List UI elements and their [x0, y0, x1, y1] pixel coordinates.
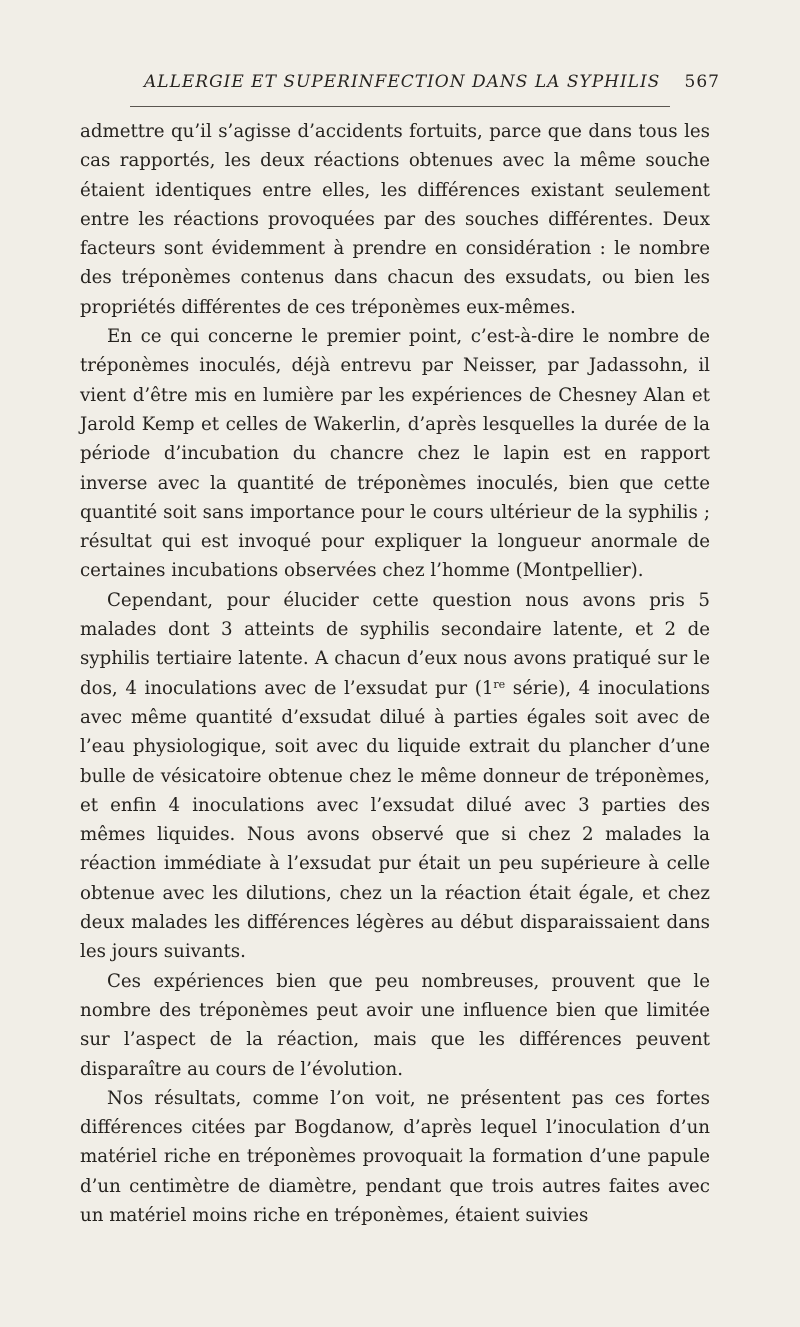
paragraph-3-part-2: série), 4 inoculations avec même quantité d’exsudat dilué à parties égales soit avec de l’eau physiologique, soit avec du liquide extrait du plancher d’une bulle de vésicatoire obtenue chez le même donneur de tréponèmes, et enfin 4 inoculations avec l’exsudat dilué avec 3 parties des mêmes liquides. Nous avons observé que si chez 2 malades la réaction immédiate à l’exsudat pur était un peu supérieure à celle obtenue avec les dilutions, chez un la réaction était égale, et chez deux malades les différences légères au début disparaissaient dans les jours suivants. — [80, 677, 710, 963]
paragraph-4: Ces expériences bien que peu nombreuses, prouvent que le nombre des tréponèmes peut avoir une influence bien que limitée sur l’aspect de la réaction, mais que les différences peuvent disparaître au cours de l’évolution. — [80, 970, 710, 1080]
header-rule — [130, 106, 670, 107]
paragraph-3-part-1: Cependant, pour élucider cette question nous avons pris 5 malades dont 3 atteints de syphilis secondaire latente, et 2 de syphilis tertiaire latente. A chacun d’eux nous avons pratiqué sur le dos, 4 inoculations avec de l’exsudat pur (1 — [80, 589, 710, 699]
paragraph-3 — [80, 586, 710, 967]
paragraph-1: admettre qu’il s’agisse d’accidents fortuits, parce que dans tous les cas rapportés, les deux réactions obtenues avec la même souche étaient identiques entre elles, les différences existant seulement entre les réactions provoquées par des souches différentes. Deux facteurs sont évidemment à prendre en considération : le nombre des tréponèmes contenus dans chacun des exsudats, ou bien les propriétés différentes de ces tréponèmes eux-mêmes. — [80, 121, 710, 318]
running-title: ALLERGIE ET SUPERINFECTION DANS LA SYPHILIS — [144, 72, 661, 92]
paragraph-5: Nos résultats, comme l’on voit, ne présentent pas ces fortes différences citées par Bogdanow, d’après lequel l’inoculation d’un matériel riche en tréponèmes provoquait la formation d’une papule d’un centimètre de diamètre, pendant que trois autres faites avec un matériel moins riche en tréponèmes, étaient suivies — [80, 1087, 710, 1226]
body-text — [80, 117, 710, 1230]
ordinal-superscript: re — [493, 677, 506, 691]
running-head — [80, 72, 720, 98]
paragraph-2: En ce qui concerne le premier point, c’est-à-dire le nombre de tréponèmes inoculés, déjà entrevu par Neisser, par Jadassohn, il vient d’être mis en lumière par les expériences de Chesney Alan et Jarold Kemp et celles de Wakerlin, d’après lesquelles la durée de la période d’incubation du chancre chez le lapin est en rapport inverse avec la quantité de tréponèmes inoculés, bien que cette quantité soit sans importance pour le cours ultérieur de la syphilis ; résultat qui est invoqué pour expliquer la longueur anormale de certaines incubations observées chez l’homme (Montpellier). — [80, 326, 710, 582]
page-number: 567 — [684, 72, 720, 92]
